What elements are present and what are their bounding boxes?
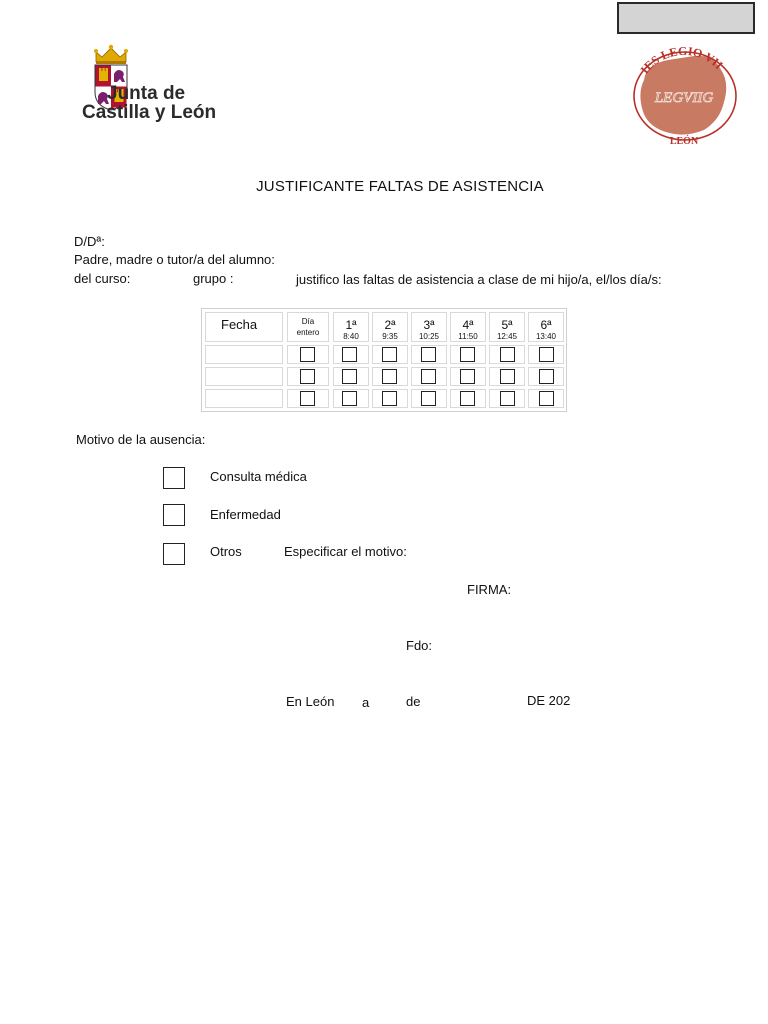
entero-label: entero [296, 328, 320, 337]
consulta-medica-checkbox[interactable] [163, 467, 185, 489]
period-checkbox[interactable] [460, 391, 475, 406]
period-number: 4ª [462, 318, 474, 332]
de-label: de [406, 694, 421, 709]
enfermedad-checkbox[interactable] [163, 504, 185, 526]
de-year-label: DE 202 [527, 693, 571, 708]
period-checkbox[interactable] [460, 369, 475, 384]
period-checkbox[interactable] [500, 369, 515, 384]
period-checkbox[interactable] [382, 369, 397, 384]
period-checkbox[interactable] [539, 347, 554, 362]
period-checkbox[interactable] [342, 347, 357, 362]
period-number: 2ª [384, 318, 396, 332]
period-header-2 [372, 312, 408, 342]
period-checkbox[interactable] [460, 347, 475, 362]
dia-entero-checkbox[interactable] [300, 347, 315, 362]
document-title: JUSTIFICANTE FALTAS DE ASISTENCIA [256, 178, 544, 195]
period-time: 12:45 [496, 332, 518, 341]
period-time: 8:40 [343, 332, 359, 341]
period-checkbox[interactable] [421, 391, 436, 406]
period-time: 10:25 [418, 332, 440, 341]
ies-center-text: LEGVIIG [654, 90, 714, 106]
period-header-4 [450, 312, 486, 342]
motivo-label: Motivo de la ausencia: [76, 432, 206, 447]
ies-top-text: IES LEGIO VII [637, 46, 726, 77]
period-checkbox[interactable] [539, 369, 554, 384]
period-header-5 [489, 312, 525, 342]
dia-entero-checkbox[interactable] [300, 391, 315, 406]
fecha-input-cell[interactable] [205, 345, 283, 364]
period-checkbox[interactable] [382, 391, 397, 406]
dia-entero-header [287, 312, 329, 342]
fecha-label: Fecha [221, 317, 258, 332]
curso-label: del curso: [74, 271, 131, 286]
dd-label: D/Dª: [74, 234, 105, 249]
junta-line2: Castilla y León [82, 102, 217, 123]
fecha-input-cell[interactable] [205, 389, 283, 408]
junta-logo-text [82, 84, 216, 122]
fecha-input-cell[interactable] [205, 367, 283, 386]
ies-legio-vii-logo [624, 46, 744, 152]
period-time: 11:50 [458, 332, 478, 341]
period-time: 9:35 [382, 332, 398, 341]
dia-label: Día [301, 317, 315, 326]
enfermedad-label: Enfermedad [210, 507, 281, 522]
fdo-label: Fdo: [406, 638, 433, 653]
period-checkbox[interactable] [421, 347, 436, 362]
en-leon-label: En León [286, 694, 335, 709]
period-number: 1ª [345, 318, 357, 332]
junta-line1: Junta de [107, 83, 186, 104]
period-checkbox[interactable] [500, 391, 515, 406]
period-checkbox[interactable] [539, 391, 554, 406]
period-header-6 [528, 312, 564, 342]
firma-label: FIRMA: [467, 582, 512, 597]
period-checkbox[interactable] [382, 347, 397, 362]
justifico-text: justifico las faltas de asistencia a clase de mi hijo/a, el/los día/s: [296, 272, 662, 287]
period-time: 13:40 [535, 332, 557, 341]
especificar-label: Especificar el motivo: [284, 544, 407, 559]
top-right-box [617, 2, 755, 34]
fecha-header [205, 312, 283, 342]
period-number: 3ª [423, 318, 435, 332]
dia-entero-checkbox[interactable] [300, 369, 315, 384]
ies-bottom-text: LEÓN [669, 136, 699, 147]
period-checkbox[interactable] [342, 369, 357, 384]
consulta-medica-label: Consulta médica [210, 469, 307, 484]
period-number: 6ª [540, 318, 552, 332]
period-checkbox[interactable] [342, 391, 357, 406]
period-number: 5ª [501, 318, 513, 332]
otros-label: Otros [210, 544, 242, 559]
padre-label: Padre, madre o tutor/a del alumno: [74, 252, 275, 267]
otros-checkbox[interactable] [163, 543, 185, 565]
a-label: a [362, 695, 370, 710]
period-header-3 [411, 312, 447, 342]
attendance-table [201, 308, 567, 412]
grupo-label: grupo : [193, 271, 234, 286]
period-checkbox[interactable] [500, 347, 515, 362]
period-checkbox[interactable] [421, 369, 436, 384]
period-header-1 [333, 312, 369, 342]
